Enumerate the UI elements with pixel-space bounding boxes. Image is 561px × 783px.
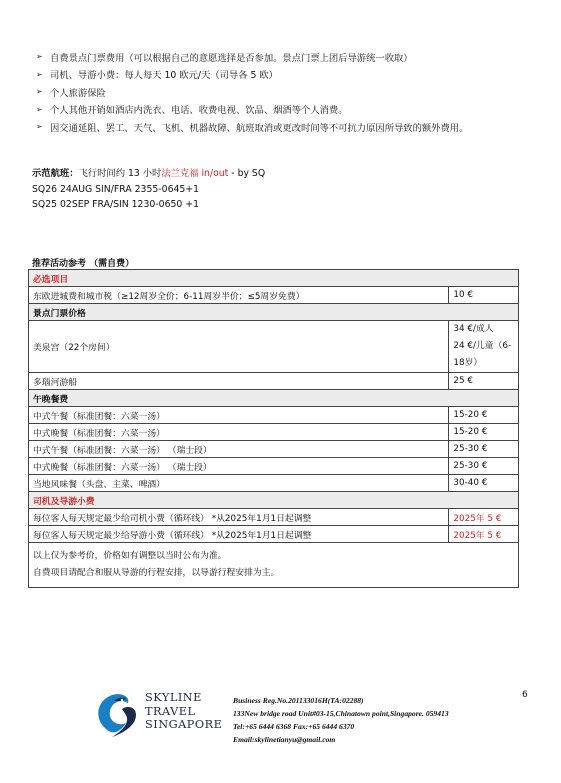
business-address: 133New bridge road Unit#03-15,Chinatown point,Singapore. 059413 <box>233 709 449 718</box>
arrow-bullet-icon: ➢ <box>36 87 43 97</box>
arrow-bullet-icon: ➢ <box>36 69 43 79</box>
optional-activities-table <box>28 269 519 588</box>
business-tel-fax: Tel:+65 6444 6368 Fax:+65 6444 6370 <box>233 722 355 731</box>
excluded-costs-list <box>36 48 536 136</box>
list-item: ➢ 自费景点门票费用（可以根据自己的意愿选择是否参加。景点门票上团后导游统一收取） <box>36 52 413 64</box>
table-notes-row <box>29 543 519 588</box>
flight-heading: 示范航班：飞行时间约 13 小时法兰克福 in/out - by SQ <box>32 168 266 179</box>
arrow-bullet-icon: ➢ <box>36 52 43 62</box>
list-item: ➢ 个人其他开销如酒店内洗衣、电话、收费电视、饮品、烟酒等个人消费。 <box>36 104 348 117</box>
table-section-header: 司机及导游小费 <box>29 492 519 509</box>
business-email: Email:skylinetianyu@gmail.com <box>233 735 336 744</box>
table-section-header: 景点门票价格 <box>29 304 519 321</box>
table-row: 美泉宫（22个房间） 34 €/成人 24 €/儿童（6- 18岁） <box>29 321 519 373</box>
table-row: 当地风味餐（头盘、主菜、啤酒） 30-40 € <box>29 475 519 492</box>
list-item: ➢ 因交通延阻、罢工、天气、飞机、机器故障、航班取消或更改时间等不可抗力原因所导致的额外费用。 <box>36 122 469 134</box>
business-reg: Business Reg.No.201133016H(TA:02288) <box>233 696 364 705</box>
table-section-header: 必选项目 <box>29 270 519 287</box>
arrow-bullet-icon: ➢ <box>36 122 43 132</box>
note-line: 以上仅为参考价，价格如有调整以当时公布为准。 <box>33 551 227 561</box>
table-row: 每位客人每天规定最少给司机小费（循环线） *从2025年1月1日起调整 2025年 5 € <box>29 509 519 526</box>
list-item: ➢ 司机、导游小费：每人每天 10 欧元/天（司导各 5 欧） <box>36 69 278 82</box>
table-row: 中式晚餐（标准团餐：六菜一汤） 15-20 € <box>29 424 519 441</box>
page-number: 6 <box>522 690 528 700</box>
note-line: 自费项目请配合和服从导游的行程安排，以导游行程安排为主。 <box>33 568 280 578</box>
table-row: 每位客人每天规定最少给导游小费（循环线） *从2025年1月1日起调整 2025年 5 € <box>29 526 519 543</box>
table-row: 东欧进城费和城市税（≥12周岁全价；6-11周岁半价；≤5周岁免费） 10 € <box>29 287 519 304</box>
price-line: 18岁） <box>453 358 483 368</box>
flight-line: SQ25 02SEP FRA/SIN 1230-0650 +1 <box>32 199 199 210</box>
table-row: 中式午餐（标准团餐：六菜一汤） 15-20 € <box>29 407 519 424</box>
table-row: 中式午餐（标准团餐：六菜一汤） （瑞士段） 25-30 € <box>29 441 519 458</box>
business-info <box>233 694 449 746</box>
table-section-header: 午晚餐费 <box>29 390 519 407</box>
price-line: 24 €/儿童（6- <box>453 341 512 351</box>
activities-table-title: 推荐活动参考 （需自费） <box>32 259 135 269</box>
sample-flight-section <box>32 166 532 213</box>
company-name: SKYLINE TRAVEL SINGAPORE <box>145 691 223 731</box>
table-row: 多瑙河游船 25 € <box>29 373 519 390</box>
flight-line: SQ26 24AUG SIN/FRA 2355-0645+1 <box>32 183 200 195</box>
arrow-bullet-icon: ➢ <box>36 104 43 114</box>
list-item: ➢ 个人旅游保险 <box>36 87 106 99</box>
price-line: 34 €/成人 <box>453 324 494 334</box>
table-row: 中式晚餐（标准团餐：六菜一汤） （瑞士段） 25-30 € <box>29 458 519 475</box>
